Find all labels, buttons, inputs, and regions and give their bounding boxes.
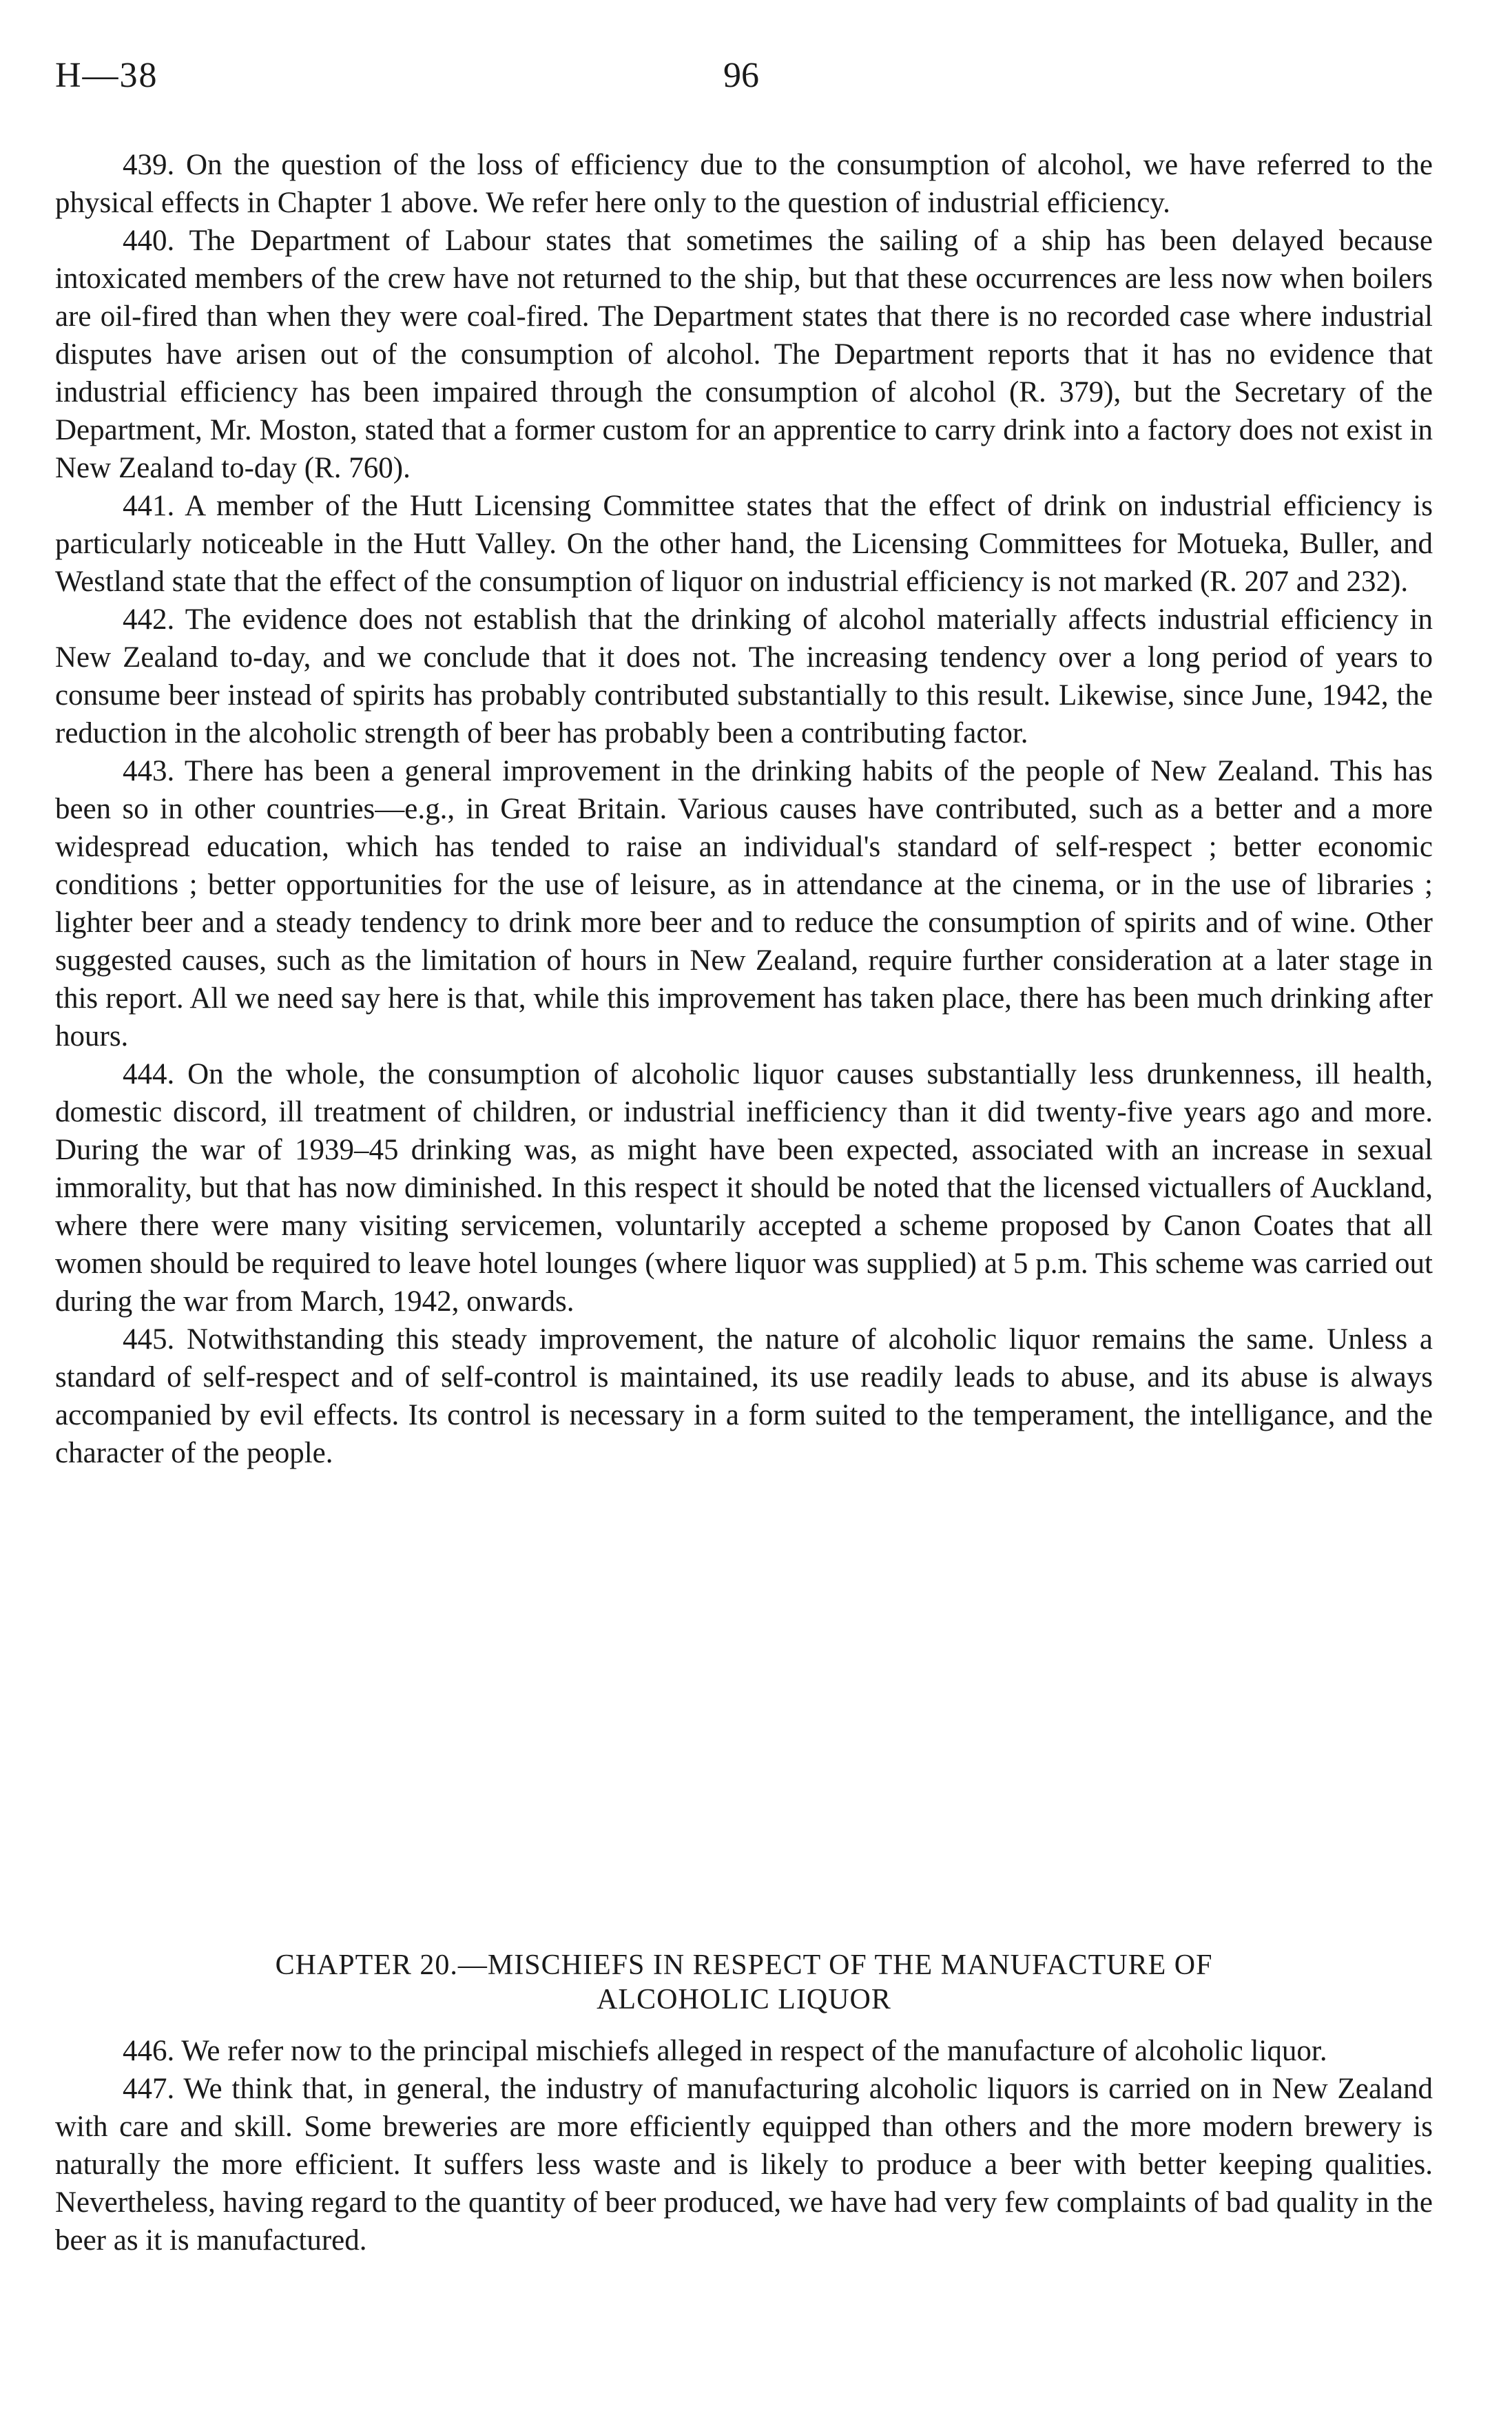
paragraph-447: 447. We think that, in general, the industry of manufacturing alcoholic liquors is carried on in New Zealand with care and skill. Some breweries are more efficiently equipped than others and the more modern brewery is naturally the more efficient. It suffers less waste and is likely to produce a beer with better keeping qualities. Nevertheless, having regard to the quantity of beer produced, we have had very few complaints of bad quality in the beer as it is manufactured.	[55, 2073, 1433, 2257]
paragraph-444: 444. On the whole, the consumption of alcoholic liquor causes substantially less drunkenness, ill health, domestic discord, ill treatment of children, or industrial inefficiency than it did twenty-five years ago and more. During the war of 1939–45 drinking was, as might have been expected, associated with an increase in sexual immorality, but that has now diminished. In this respect it should be noted that the licensed victuallers of Auckland, where there were many visiting servicemen, voluntarily accepted a scheme proposed by Canon Coates that all women should be required to leave hotel lounges (where liquor was supplied) at 5 p.m. This scheme was carried out during the war from March, 1942, onwards.	[55, 1058, 1433, 1318]
paragraph-439: 439. On the question of the loss of efficiency due to the consumption of alcohol, we have referred to the physical effects in Chapter 1 above. We refer here only to the question of industrial efficiency.	[55, 149, 1433, 219]
body-text	[55, 146, 1433, 1472]
paragraph-445: 445. Notwithstanding this steady improvement, the nature of alcoholic liquor remains the same. Unless a standard of self-respect and of self-control is maintained, its use readily leads to abuse, and its abuse is always accompanied by evil effects. Its control is necessary in a form suited to the temperament, the intelligance, and the character of the people.	[55, 1323, 1433, 1469]
chapter-heading-line-1: CHAPTER 20.—MISCHIEFS IN RESPECT OF THE MANUFACTURE OF	[275, 1949, 1213, 1981]
paragraph-443: 443. There has been a general improvement in the drinking habits of the people of New Zealand. This has been so in other countries—e.g., in Great Britain. Various causes have contributed, such as a better and a more widespread education, which has tended to raise an individual's standard of self-respect ; better economic conditions ; better opportunities for the use of leisure, as in attendance at the cinema, or in the use of libraries ; lighter beer and a steady tendency to drink more beer and to reduce the consumption of spirits and of wine. Other suggested causes, such as the limitation of hours in New Zealand, require further consideration at a later stage in this report. All we need say here is that, while this improvement has taken place, there has been much drinking after hours.	[55, 755, 1433, 1053]
chapter-body	[55, 2032, 1433, 2259]
chapter-heading-line-2: ALCOHOLIC LIQUOR	[597, 1984, 891, 2016]
paragraph-442: 442. The evidence does not establish that the drinking of alcohol materially affects industrial efficiency in New Zealand to-day, and we conclude that it does not. The increasing tendency over a long period of years to consume beer instead of spirits has probably contributed substantially to this result. Likewise, since June, 1942, the reduction in the alcoholic strength of beer has probably been a contributing factor.	[55, 603, 1433, 749]
chapter-section	[55, 1948, 1433, 2259]
paragraph-446: 446. We refer now to the principal mischiefs alleged in respect of the manufacture of alcoholic liquor.	[123, 2035, 1327, 2067]
paragraph-441: 441. A member of the Hutt Licensing Committee states that the effect of drink on industrial efficiency is particularly noticeable in the Hutt Valley. On the other hand, the Licensing Committees for Motueka, Buller, and Westland state that the effect of the consumption of liquor on industrial efficiency is not marked (R. 207 and 232).	[55, 490, 1433, 598]
document-reference: H—38	[55, 56, 158, 95]
paragraph-440: 440. The Department of Labour states that sometimes the sailing of a ship has been delayed because intoxicated members of the crew have not returned to the ship, but that these occurrences are less now when boilers are oil-fired than when they were coal-fired. The Department states that there is no recorded case where industrial disputes have arisen out of the consumption of alcohol. The Department reports that it has no evidence that industrial efficiency has been impaired through the consumption of alcohol (R. 379), but the Secretary of the Department, Mr. Moston, stated that a former custom for an apprentice to carry drink into a factory does not exist in New Zealand to-day (R. 760).	[55, 225, 1433, 484]
page-number: 96	[723, 56, 759, 95]
